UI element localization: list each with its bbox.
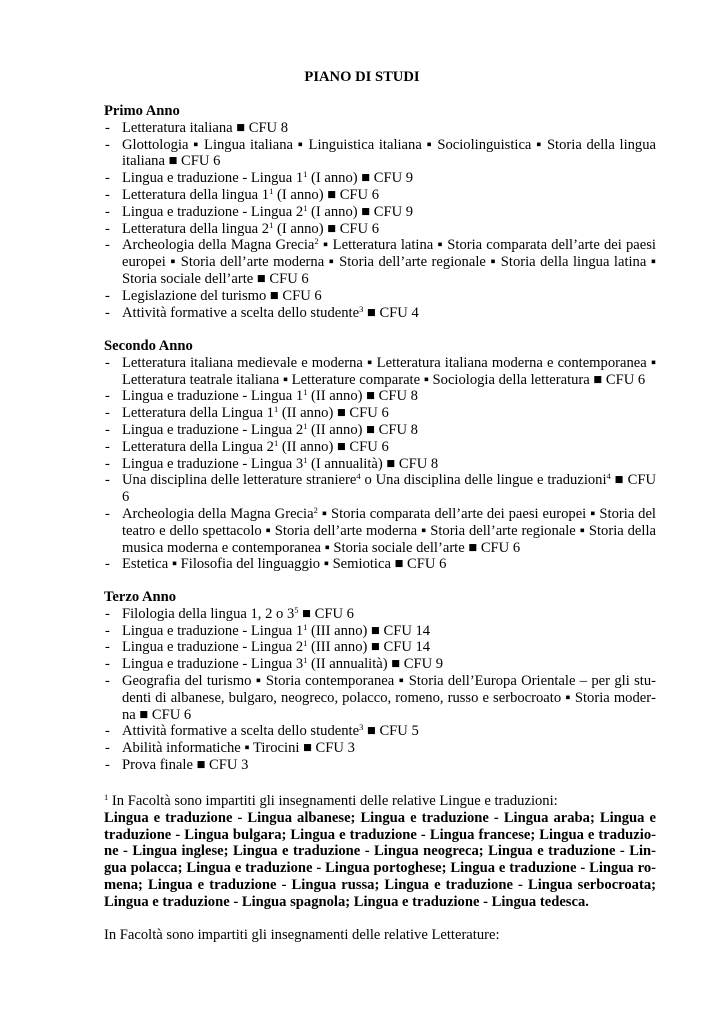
course-text: Letteratura italiana ■ CFU 8: [122, 119, 289, 136]
footnote-ref: 1: [303, 202, 308, 213]
course-text: Estetica ▪ Filosofia del linguaggio ▪ Semiotica ■ CFU 6: [122, 556, 447, 573]
course-text: Lingua e traduzione - Lingua 1: [122, 388, 304, 405]
course-text: Letteratura della lingua 2: [122, 220, 270, 237]
course-text: Filologia della lingua 1, 2 o 3: [122, 605, 295, 622]
course-text: Attività formative a scelta dello studente: [122, 723, 360, 740]
course-text: Abilità informatiche ▪ Tirocini ■ CFU 3: [122, 740, 355, 757]
course-text: Lingua e traduzione - Lingua 1: [122, 622, 304, 639]
footnote-ref: 1: [269, 219, 274, 230]
course-item: [104, 355, 656, 389]
page-title: PIANO DI STUDI: [304, 69, 420, 85]
course-item: [104, 405, 656, 422]
course-text: (II anno) ■ CFU 8: [307, 388, 418, 405]
footnote-ref: 1: [303, 454, 308, 465]
course-item: [104, 656, 656, 673]
footnote-lingue: [104, 793, 656, 911]
course-text: Legislazione del turismo ■ CFU 6: [122, 287, 322, 304]
course-item: [104, 288, 656, 305]
course-list: [104, 120, 656, 322]
course-text: ■ CFU 6: [122, 472, 656, 506]
footnote-marker: 1: [104, 792, 109, 802]
course-item: [104, 187, 656, 204]
course-text: (I anno) ■ CFU 9: [307, 170, 414, 187]
course-text: Archeologia della Magna Grecia: [122, 237, 315, 254]
course-item: [104, 388, 656, 405]
course-item: [104, 137, 656, 171]
course-text: Letteratura della Lingua 2: [122, 438, 274, 455]
course-text: Letteratura della lingua 1: [122, 186, 270, 203]
course-text: (III anno) ■ CFU 14: [307, 639, 431, 656]
course-text: Archeologia della Magna Grecia: [122, 505, 314, 522]
course-item: [104, 204, 656, 221]
footnote-ref: 1: [273, 437, 279, 448]
course-item: [104, 422, 656, 439]
course-item: [104, 606, 656, 623]
course-list: [104, 606, 656, 774]
course-list: [104, 355, 656, 573]
footnote-ref: 1: [303, 638, 308, 649]
course-item: [104, 221, 656, 238]
course-item: [104, 556, 656, 573]
footnote-ref: 1: [269, 185, 274, 196]
footnote-intro-text: In Facoltà sono impartiti gli insegnamenti delle relative Lingue e traduzioni:: [111, 793, 558, 809]
course-item: [104, 237, 656, 287]
course-text: Attività formative a scelta dello studente: [122, 304, 360, 321]
course-text: ■ CFU 4: [363, 304, 419, 321]
course-text: Una disciplina delle letterature straniere: [122, 472, 357, 489]
course-text: (I anno) ■ CFU 6: [273, 186, 380, 203]
course-text: ■ CFU 6: [298, 605, 354, 622]
footnote-ref: 1: [303, 655, 308, 666]
footnote-ref: 1: [303, 387, 308, 398]
course-item: [104, 740, 656, 757]
course-text: (II annualità) ■ CFU 9: [307, 656, 444, 673]
course-text: (I annualità) ■ CFU 8: [307, 455, 439, 472]
footnote-ref: 1: [303, 420, 308, 431]
footnote-ref: 4: [356, 471, 361, 482]
course-text: o Una disciplina delle lingue e traduzioni: [360, 472, 607, 489]
course-text: (II anno) ■ CFU 6: [278, 405, 389, 422]
course-item: [104, 456, 656, 473]
footnote-letterature-intro: In Facoltà sono impartiti gli insegnamenti delle relative Letterature:: [104, 927, 500, 943]
section-terzo-anno: [104, 589, 656, 774]
footnote-ref: 2: [314, 236, 319, 247]
course-item: [104, 757, 656, 774]
course-text: ▪ Storia comparata dell’arte dei paesi europei ▪ Storia del teatro e dello spettacolo ▪ Storia dell’arte moderna ▪ Storia dell’arte regionale ▪ Storia della musica moderna e contemporanea ▪ Storia sociale dell’arte ■ CFU 6: [122, 505, 656, 556]
course-text: ▪ Letteratura latina ▪ Storia comparata dell’arte dei paesi europei ▪ Storia dell’arte moderna ▪ Storia dell’arte regionale ▪ Storia della lingua latina ▪ Storia sociale dell’arte ■ CFU 6: [122, 237, 656, 287]
footnote-ref: 3: [359, 722, 364, 733]
course-item: [104, 506, 656, 556]
course-text: Lingua e traduzione - Lingua 1: [122, 170, 304, 187]
section-title: Primo Anno: [104, 103, 180, 119]
course-item: [104, 623, 656, 640]
course-text: (III anno) ■ CFU 14: [307, 622, 431, 639]
course-text: Glottologia ▪ Lingua italiana ▪ Linguistica italiana ▪ Sociolinguistica ▪ Storia della lingua italiana ■ CFU 6: [122, 136, 656, 170]
section-primo-anno: [104, 103, 656, 321]
footnote-ref: 3: [359, 303, 364, 314]
course-text: Prova finale ■ CFU 3: [122, 756, 249, 773]
footnote-intro: [104, 793, 656, 810]
course-item: [104, 673, 656, 723]
course-text: Lingua e traduzione - Lingua 2: [122, 203, 304, 220]
footnote-ref: 5: [294, 604, 299, 615]
course-text: (I anno) ■ CFU 9: [307, 203, 414, 220]
course-text: Lingua e traduzione - Lingua 2: [122, 639, 304, 656]
section-title: Terzo Anno: [104, 589, 177, 605]
course-text: Letteratura della Lingua 1: [122, 405, 274, 422]
course-item: [104, 305, 656, 322]
footnote-ref: 1: [303, 169, 308, 180]
course-text: (II anno) ■ CFU 8: [307, 421, 418, 438]
course-item: [104, 170, 656, 187]
course-item: [104, 472, 656, 506]
course-text: (II anno) ■ CFU 6: [278, 438, 389, 455]
course-text: Lingua e traduzione - Lingua 2: [122, 421, 304, 438]
section-secondo-anno: [104, 338, 656, 573]
footnote-ref: 1: [303, 621, 308, 632]
course-text: ■ CFU 5: [363, 723, 419, 740]
footnote-ref: 2: [313, 504, 318, 515]
footnote-ref: 1: [273, 404, 279, 415]
course-item: [104, 439, 656, 456]
course-item: [104, 723, 656, 740]
course-text: Letteratura italiana medievale e moderna ▪ Letteratura italiana moderna e contemporanea ▪ Letteratura teatrale italiana ▪ Letterature comparate ▪ Sociologia della letteratura ■ CFU 6: [122, 354, 656, 388]
course-text: Geografia del turismo ▪ Storia contemporanea ▪ Storia dell’Europa Orientale – per gli studenti di albanese, bulgaro, neogreco, polacco, romeno, russo e serbocroato ▪ Storia moderna ■ CFU 6: [122, 672, 656, 723]
course-text: (I anno) ■ CFU 6: [273, 220, 380, 237]
footnote-lingue-list: Lingua e traduzione - Lingua albanese; Lingua e traduzione - Lingua araba; Lingua e traduzione - Lingua bulgara; Lingua e traduzione - Lingua francese; Lingua e traduzione - Lingua inglese; Lingua e traduzione - Lingua neogreca; Lingua e traduzione - Lingua polacca; Lingua e traduzione - Lingua portoghese; Lingua e traduzione - Lingua romena; Lingua e traduzione - Lingua russa; Lingua e traduzione - Lingua serbocroata; Lingua e traduzione - Lingua spagnola; Lingua e traduzione - Lingua tedesca.: [104, 809, 656, 910]
course-item: [104, 120, 656, 137]
course-text: Lingua e traduzione - Lingua 3: [122, 656, 304, 673]
footnote-ref: 4: [606, 471, 611, 482]
course-item: [104, 639, 656, 656]
course-text: Lingua e traduzione - Lingua 3: [122, 455, 304, 472]
section-title: Secondo Anno: [104, 338, 193, 354]
